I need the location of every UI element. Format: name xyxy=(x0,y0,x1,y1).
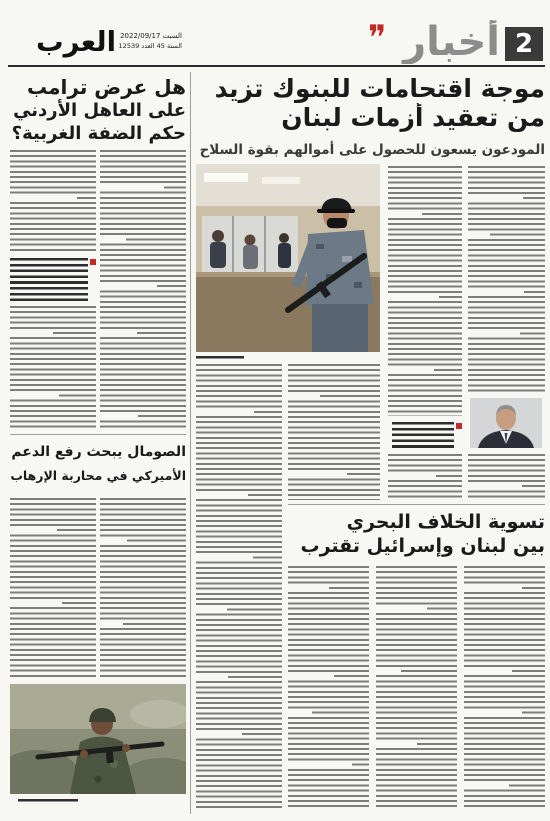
header-divider xyxy=(8,65,545,67)
article-trump-jordan xyxy=(10,74,186,430)
article-body-column xyxy=(388,454,462,500)
article-body-column xyxy=(376,566,457,810)
article-body-column xyxy=(100,498,186,680)
article-body-column xyxy=(288,566,369,810)
main-headline xyxy=(196,74,545,132)
paragraph-end xyxy=(468,485,522,488)
paragraph-end xyxy=(10,196,77,199)
paragraph-end xyxy=(196,410,254,413)
paragraph-end xyxy=(100,186,164,189)
paragraph-end xyxy=(196,733,242,736)
headline-line: حكم الضفة الغربية؟ xyxy=(11,123,186,144)
bullet-marker-icon xyxy=(90,259,96,265)
paragraph-end xyxy=(196,676,228,679)
issue-number: السنة 45 العدد 12539 xyxy=(118,42,182,50)
article-body-column xyxy=(196,364,282,810)
article-body-column xyxy=(288,364,380,500)
paragraph-end xyxy=(100,332,137,335)
paragraph-end xyxy=(388,474,436,477)
article-body-column xyxy=(10,306,96,430)
paragraph-end xyxy=(468,290,524,293)
paragraph-end xyxy=(464,586,522,589)
paragraph-end xyxy=(468,233,490,236)
column-divider xyxy=(190,72,191,814)
portrait-caption xyxy=(392,422,462,448)
paragraph-end xyxy=(10,394,59,397)
main-photo-police-officer xyxy=(196,164,380,352)
headline-line: بين لبنان وإسرائيل تقترب xyxy=(300,535,545,557)
headline-line: على العاهل الأردني xyxy=(13,100,186,121)
paragraph-end xyxy=(288,395,320,398)
article-body-column xyxy=(100,150,186,430)
article-maritime-dispute xyxy=(288,508,545,812)
paragraph-end xyxy=(468,197,523,200)
paragraph-end xyxy=(100,622,123,625)
paragraph-end xyxy=(288,711,312,714)
paragraph-end xyxy=(196,556,253,559)
photo-caption xyxy=(196,356,244,360)
paragraph-end xyxy=(288,675,334,678)
paragraph-end xyxy=(10,602,62,605)
article-divider xyxy=(10,434,186,435)
article-body-column xyxy=(10,498,96,680)
main-subheadline: المودعون يسعون للحصول على أموالهم بقوة السلاح xyxy=(199,142,545,158)
paragraph-end xyxy=(196,608,227,611)
paragraph-end xyxy=(388,212,422,215)
article-body-column xyxy=(468,166,545,392)
bullet-marker-icon xyxy=(456,423,462,429)
paragraph-end xyxy=(100,238,126,241)
article-somalia xyxy=(10,440,186,812)
paragraph-end xyxy=(288,763,352,766)
article-body-column xyxy=(10,150,96,254)
photo-caption xyxy=(18,799,78,803)
issue-date: السبت 2022/09/17 xyxy=(120,32,182,40)
paragraph-end xyxy=(388,296,439,299)
paragraph-end xyxy=(196,494,248,497)
article-divider xyxy=(288,504,545,505)
paragraph-end xyxy=(100,415,138,418)
paragraph-end xyxy=(288,586,329,589)
paragraph-end xyxy=(468,332,520,335)
paragraph-end xyxy=(376,670,401,673)
paragraph-end xyxy=(100,539,127,542)
article-headline xyxy=(10,440,186,488)
paragraph-end xyxy=(10,332,53,335)
paragraph-end xyxy=(388,368,434,371)
somalia-photo-soldier xyxy=(10,684,186,794)
paragraph-end xyxy=(376,742,417,745)
masthead-logo: العرب xyxy=(36,26,116,58)
paragraph-end xyxy=(100,285,157,288)
headline-line: هل عرض ترامب xyxy=(26,76,186,99)
portrait-photo xyxy=(470,398,542,448)
article-headline xyxy=(288,510,545,558)
article-body-column xyxy=(464,566,545,810)
paragraph-end xyxy=(376,607,427,610)
section-title: أخبار xyxy=(403,20,500,64)
portrait-caption-text xyxy=(392,422,454,448)
article-body-column xyxy=(388,166,462,416)
issue-info xyxy=(118,31,182,53)
paragraph-end xyxy=(464,711,522,714)
paragraph-end xyxy=(10,529,57,532)
quote-mark-icon: ❞ xyxy=(368,18,387,58)
headline-line: تسوية الخلاف البحري xyxy=(346,511,545,533)
pull-quote xyxy=(10,258,96,302)
paragraph-end xyxy=(288,473,347,476)
page-number-badge: 2 xyxy=(505,27,543,61)
article-body-column xyxy=(468,454,545,500)
headline-line: من تعقيد أزمات لبنان xyxy=(281,103,545,132)
headline-line: الصومال يبحث رفع الدعم xyxy=(11,444,186,460)
pull-quote-text xyxy=(10,258,88,302)
paragraph-end xyxy=(464,784,509,787)
paragraph-end xyxy=(464,670,512,673)
headline-line: الأميركي في محاربة الإرهاب xyxy=(10,468,186,483)
article-headline xyxy=(10,76,186,145)
headline-line: موجة اقتحامات للبنوك تزيد xyxy=(214,74,545,103)
